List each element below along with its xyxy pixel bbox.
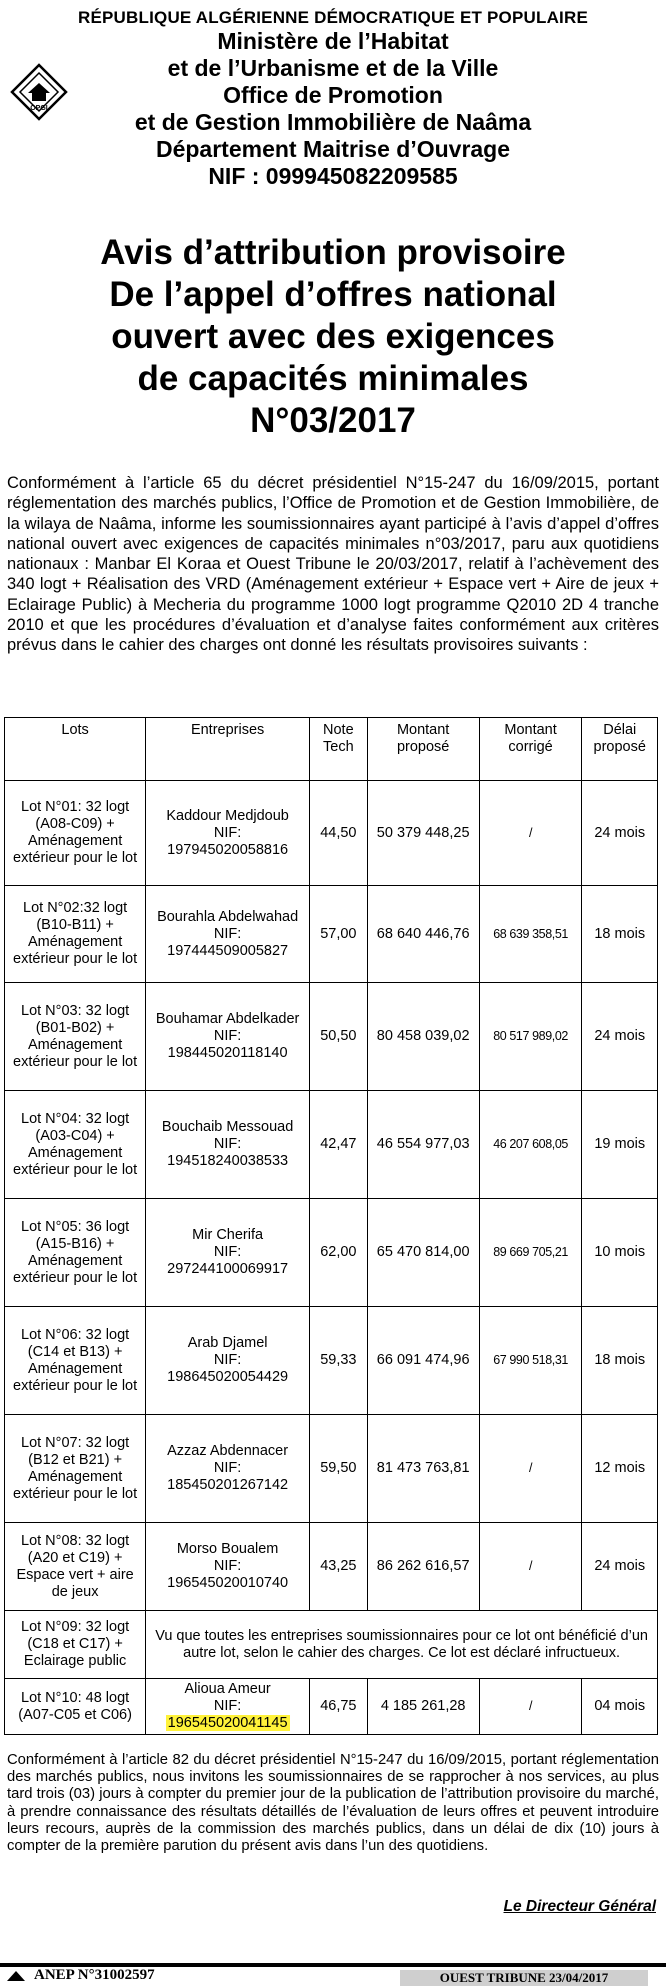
nif-value: 197945020058816: [167, 841, 289, 858]
table-row: [5, 1415, 658, 1523]
cell-montant-corrige: 80 517 989,02: [479, 983, 582, 1091]
table-row: [5, 1523, 658, 1611]
cell-note: 50,50: [310, 983, 368, 1091]
cell-montant-corrige: 89 669 705,21: [479, 1199, 582, 1307]
entreprise-name: Azzaz Abdennacer: [167, 1443, 289, 1459]
cell-montant-propose: 46 554 977,03: [367, 1091, 479, 1199]
table-row-infructueux: [5, 1611, 658, 1679]
title-line: ouvert avec des exigences: [111, 317, 555, 356]
cell-lot: Lot N°10: 48 logt (A07-C05 et C06): [5, 1679, 146, 1735]
cell-delai: 18 mois: [582, 1307, 658, 1415]
cell-note: 62,00: [310, 1199, 368, 1307]
cell-montant-corrige: 67 990 518,31: [479, 1307, 582, 1415]
notice-title: [0, 232, 666, 442]
results-table: [4, 717, 658, 1735]
header-republic: RÉPUBLIQUE ALGÉRIENNE DÉMOCRATIQUE ET POPULAIRE: [78, 8, 588, 27]
cell-lot: Lot N°01: 32 logt (A08-C09) + Aménagement extérieur pour le lot: [5, 781, 146, 886]
cell-delai: 24 mois: [582, 1523, 658, 1611]
nif-label: NIF:: [213, 1028, 242, 1044]
header-note: Note Tech: [310, 718, 368, 781]
header-entreprises: Entreprises: [146, 718, 310, 781]
cell-montant-corrige: 68 639 358,51: [479, 886, 582, 983]
nif-value: 198445020118140: [167, 1045, 288, 1061]
entreprise-name: Bourahla Abdelwahad: [157, 908, 299, 925]
cell-entreprise: [146, 1091, 310, 1199]
cell-montant-corrige: /: [479, 1415, 582, 1523]
cell-lot: Lot N°05: 36 logt (A15-B16) + Aménagement extérieur pour le lot: [5, 1199, 146, 1307]
cell-montant-propose: 4 185 261,28: [367, 1679, 479, 1735]
table-row: [5, 781, 658, 886]
cell-note: 43,25: [310, 1523, 368, 1611]
cell-delai: 18 mois: [582, 886, 658, 983]
nif-label: NIF:: [213, 824, 242, 841]
header-nif: NIF : 099945082209585: [208, 163, 458, 189]
cell-lot: Lot N°02:32 logt (B10-B11) + Aménagement extérieur pour le lot: [5, 886, 146, 983]
cell-montant-propose: 80 458 039,02: [367, 983, 479, 1091]
nif-value: 185450201267142: [167, 1477, 289, 1493]
cell-entreprise: [146, 886, 310, 983]
entreprise-name: Mir Cherifa: [192, 1227, 264, 1243]
cell-delai: 04 mois: [582, 1679, 658, 1735]
header-ministry-2: et de l’Urbanisme et de la Ville: [167, 55, 499, 81]
table-body: [5, 781, 658, 1735]
entreprise-name: Bouhamar Abdelkader: [155, 1011, 300, 1027]
header-ministry: Ministère de l’Habitat: [217, 28, 449, 54]
title-line: De l’appel d’offres national: [109, 275, 557, 314]
title-line: N°03/2017: [250, 401, 416, 440]
newspaper-date: OUEST TRIBUNE 23/04/2017: [400, 1970, 648, 1986]
cell-montant-corrige: /: [479, 1523, 582, 1611]
title-line: Avis d’attribution provisoire: [100, 233, 566, 272]
entreprise-name: Alioua Ameur: [184, 1681, 271, 1697]
cell-lot: Lot N°07: 32 logt (B12 et B21) + Aménagement extérieur pour le lot: [5, 1415, 146, 1523]
cell-lot: Lot N°08: 32 logt (A20 et C19) + Espace vert + aire de jeux: [5, 1523, 146, 1611]
entreprise-name: Bouchaib Messouad: [161, 1119, 294, 1135]
cell-entreprise: [146, 1523, 310, 1611]
closing-paragraph: Conformément à l’article 82 du décret présidentiel N°15-247 du 16/09/2015, portant réglementation des marchés publics, nous invitons les soumissionnaires de se rapprocher à nos services, au plus tard trois (03) jours à compter du premier jour de la publication de l’attribution provisoire du marché, à prendre connaissance des résultats détaillés de l’évaluation de leurs offres et peuvent introduire leurs recours, auprès de la commission des marchés publics, dans un délai de dix (10) jours à compter de la première parution du présent avis dans l’un des quotidiens.: [7, 1752, 659, 1855]
table-row: [5, 1199, 658, 1307]
header-office: Office de Promotion: [223, 82, 443, 108]
nif-label: NIF:: [213, 1460, 242, 1476]
cell-lot: Lot N°06: 32 logt (C14 et B13) + Aménagement extérieur pour le lot: [5, 1307, 146, 1415]
cell-montant-corrige: 46 207 608,05: [479, 1091, 582, 1199]
header-lots: Lots: [5, 718, 146, 781]
nif-value: 198645020054429: [167, 1369, 289, 1385]
table-row: [5, 1091, 658, 1199]
nif-value: 197444509005827: [167, 942, 289, 959]
nif-value: 196545020010740: [167, 1575, 289, 1591]
cell-entreprise: [146, 1307, 310, 1415]
cell-note: 57,00: [310, 886, 368, 983]
cell-montant-corrige: /: [479, 1679, 582, 1735]
signature: Le Directeur Général: [503, 1898, 656, 1915]
highlighted-nif: 196545020041145: [167, 1715, 288, 1731]
cell-entreprise: [146, 983, 310, 1091]
cell-note: 59,50: [310, 1415, 368, 1523]
cell-lot: Lot N°09: 32 logt (C18 et C17) + Eclairage public: [5, 1611, 146, 1679]
header-delai: Délai proposé: [582, 718, 658, 781]
header-montant-corrige: Montant corrigé: [479, 718, 582, 781]
title-line: de capacités minimales: [137, 359, 529, 398]
cell-entreprise: [146, 781, 310, 886]
cell-montant-corrige: /: [479, 781, 582, 886]
nif-value: [149, 1715, 306, 1732]
cell-delai: 12 mois: [582, 1415, 658, 1523]
entreprise-name: Kaddour Medjdoub: [166, 807, 289, 824]
header-office-2: et de Gestion Immobilière de Naâma: [134, 109, 532, 135]
nif-label: NIF:: [213, 1558, 242, 1574]
cell-montant-propose: 68 640 446,76: [367, 886, 479, 983]
header-montant-propose: Montant proposé: [367, 718, 479, 781]
cell-infructueux-note: Vu que toutes les entreprises soumissionnaires pour ce lot ont bénéficié d’un autre lot, selon le cahier des charges. Ce lot est déclaré infructueux.: [146, 1611, 658, 1679]
opgi-logo: [10, 63, 68, 121]
header-department: Département Maitrise d’Ouvrage: [155, 136, 511, 162]
entreprise-name: Arab Djamel: [187, 1335, 268, 1351]
nif-value: 297244100069917: [167, 1261, 289, 1277]
cell-entreprise: [146, 1199, 310, 1307]
cell-montant-propose: 50 379 448,25: [367, 781, 479, 886]
table-row: [5, 1307, 658, 1415]
cell-delai: 24 mois: [582, 983, 658, 1091]
cell-delai: 24 mois: [582, 781, 658, 886]
cell-note: 59,33: [310, 1307, 368, 1415]
cell-montant-propose: 81 473 763,81: [367, 1415, 479, 1523]
nif-label: NIF:: [213, 925, 242, 942]
anep-reference: ANEP N°31002597: [34, 1967, 155, 1983]
nif-label: NIF:: [213, 1352, 242, 1368]
cell-delai: 10 mois: [582, 1199, 658, 1307]
nif-label: NIF:: [213, 1698, 242, 1714]
cell-entreprise: [146, 1415, 310, 1523]
table-row: [5, 1679, 658, 1735]
nif-label: NIF:: [213, 1244, 242, 1260]
header: [0, 8, 666, 190]
entreprise-name: Morso Boualem: [176, 1541, 279, 1557]
intro-paragraph: Conformément à l’article 65 du décret présidentiel N°15-247 du 16/09/2015, portant réglementation des marchés publics, l’Office de Promotion et de Gestion Immobilière, de la wilaya de Naâma, informe les soumissionnaires ayant participé à l’avis d’appel d’offres national ouvert avec exigences de capacités minimales n°03/2017, paru aux quotidiens nationaux : Manbar El Koraa et Ouest Tribune le 20/03/2017, relatif à l’achèvement des 340 logt + Réalisation des VRD (Aménagement extérieur + Espace vert + Aire de jeux + Eclairage Public) à Mecheria du programme 1000 logt programme Q2010 2D 4 tranche 2010 et que les procédures d’évaluation et d’analyse faites conformément aux critères prévus dans le cahier des charges ont donné les résultats provisoires suivants :: [7, 474, 659, 655]
cell-entreprise: [146, 1679, 310, 1735]
anep-logo-icon: [6, 1969, 26, 1983]
logo-text: OPGI: [30, 105, 48, 112]
cell-note: 46,75: [310, 1679, 368, 1735]
cell-delai: 19 mois: [582, 1091, 658, 1199]
table-header-row: [5, 718, 658, 781]
cell-lot: Lot N°04: 32 logt (A03-C04) + Aménagement extérieur pour le lot: [5, 1091, 146, 1199]
cell-montant-propose: 65 470 814,00: [367, 1199, 479, 1307]
cell-note: 44,50: [310, 781, 368, 886]
nif-label: NIF:: [213, 1136, 242, 1152]
cell-note: 42,47: [310, 1091, 368, 1199]
table-row: [5, 886, 658, 983]
cell-lot: Lot N°03: 32 logt (B01-B02) + Aménagement extérieur pour le lot: [5, 983, 146, 1091]
nif-value: 194518240038533: [167, 1153, 289, 1169]
cell-montant-propose: 66 091 474,96: [367, 1307, 479, 1415]
cell-montant-propose: 86 262 616,57: [367, 1523, 479, 1611]
table-row: [5, 983, 658, 1091]
